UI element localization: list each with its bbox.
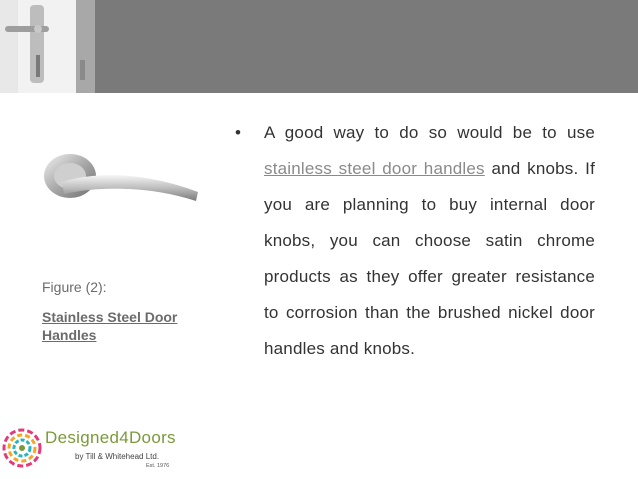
stainless-steel-door-handles-link[interactable] xyxy=(42,308,212,344)
bullet-text xyxy=(264,115,595,367)
bullet-marker: • xyxy=(235,123,241,142)
bullet-text-end: and knobs. If you are planning to buy internal door knobs, you can choose satin chrome products as they offer greater resistance to corrosion than the brushed nickel door handles and knobs. xyxy=(264,159,595,358)
swirl-logo-icon xyxy=(0,420,44,476)
figure-caption xyxy=(42,279,212,344)
door-handle-photo xyxy=(0,0,95,93)
stainless-steel-door-handles-inline-link[interactable]: stainless steel door handles xyxy=(264,159,485,178)
header-band xyxy=(0,0,638,93)
designed4doors-logo xyxy=(0,420,175,476)
bullet-paragraph xyxy=(235,115,595,367)
link-line-1: Stainless Steel Door xyxy=(42,309,178,325)
logo-est: Est. 1976 xyxy=(146,463,170,469)
stainless-handle-image xyxy=(40,148,205,210)
bullet-text-start: A good way to do so would be to use xyxy=(264,123,595,142)
figure-label: Figure (2): xyxy=(42,279,107,295)
logo-subtitle: by Till & Whitehead Ltd. xyxy=(75,452,160,461)
logo-brand-text: Designed4Doors xyxy=(45,428,176,447)
link-line-2: Handles xyxy=(42,327,97,343)
